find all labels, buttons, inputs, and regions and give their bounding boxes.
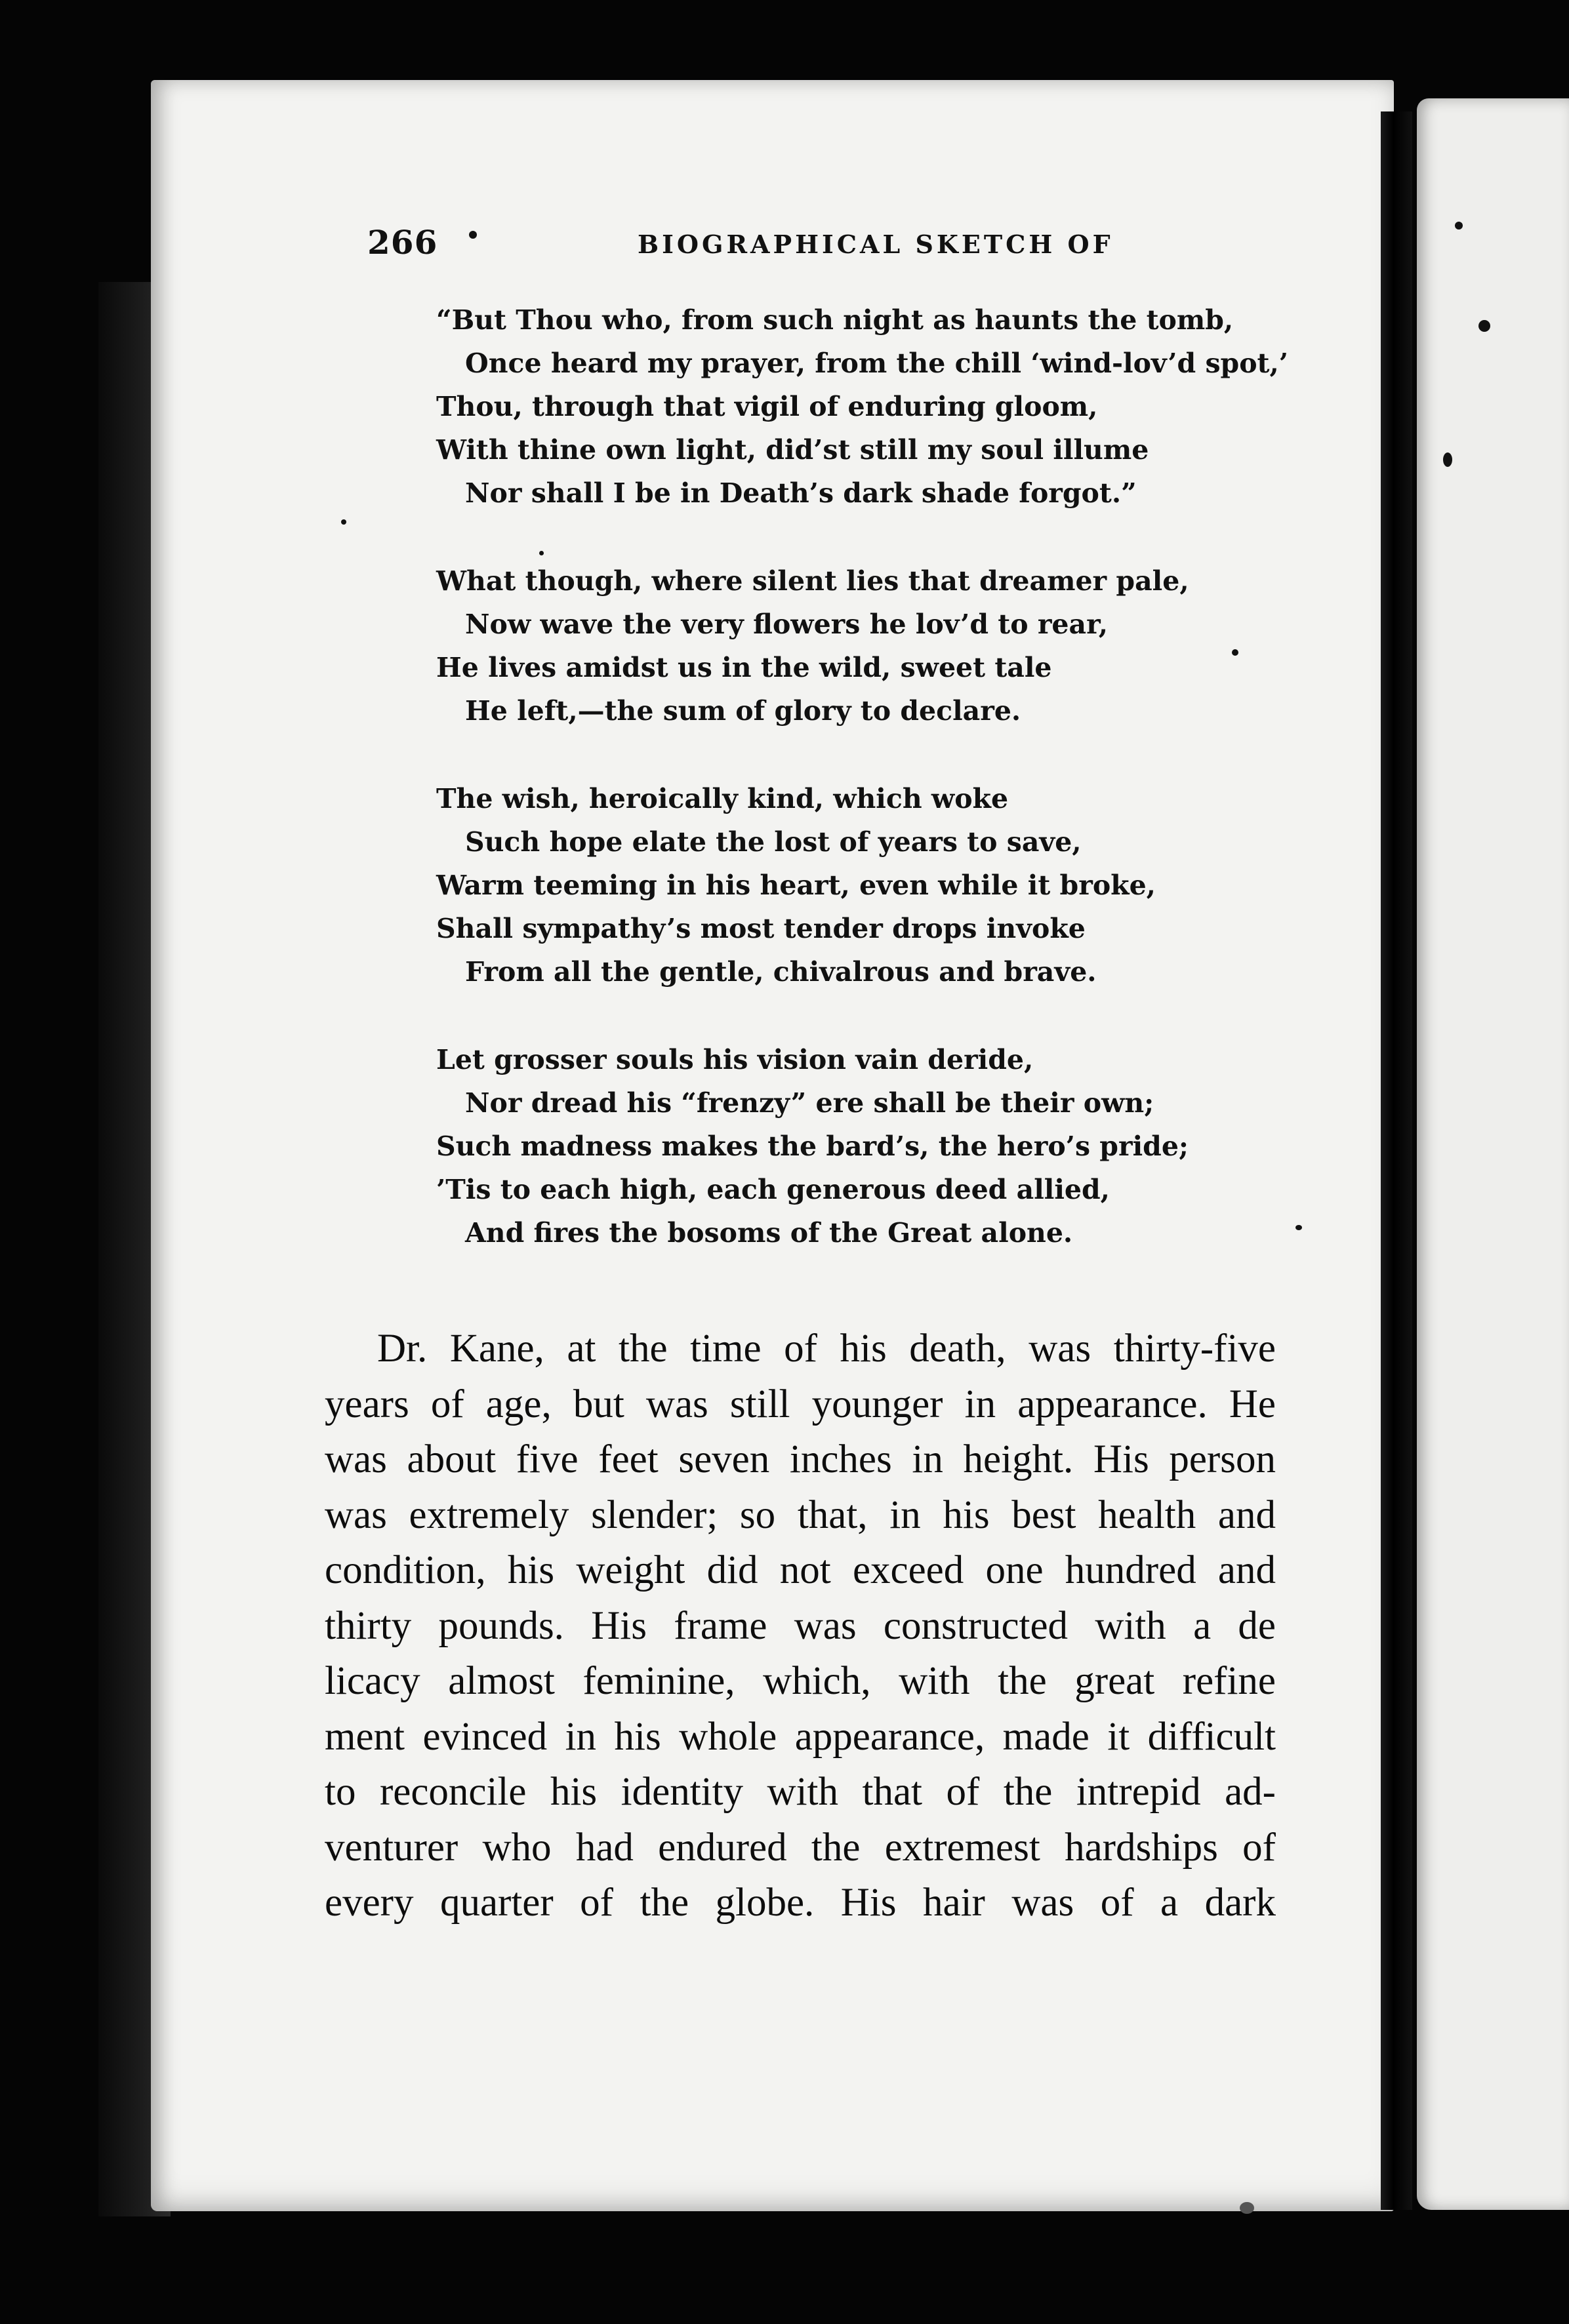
verse-line: Thou, through that vigil of enduring gloom,: [436, 391, 1098, 422]
poem-stanza: [436, 298, 1289, 515]
paragraph-line: licacy almost feminine, which, with the great refine: [325, 1659, 1276, 1703]
verse-line: Let grosser souls his vision vain deride,: [436, 1044, 1034, 1075]
verse-line: And fires the bosoms of the Great alone.: [465, 1217, 1073, 1249]
verse-line: Now wave the very flowers he lov’d to rear,: [465, 609, 1108, 640]
running-head: BIOGRAPHICAL SKETCH OF: [638, 230, 1114, 259]
page-number: 266: [367, 223, 438, 262]
paragraph-line: years of age, but was still younger in appearance. He: [325, 1382, 1276, 1426]
paragraph-line: venturer who had endured the extremest hardships of: [325, 1825, 1276, 1870]
verse-line: Nor dread his “frenzy” ere shall be their own;: [465, 1087, 1154, 1119]
verse-line: From all the gentle, chivalrous and brave.: [465, 956, 1097, 988]
poem-stanza: [436, 777, 1289, 993]
verse-line: ’Tis to each high, each generous deed allied,: [436, 1174, 1110, 1205]
paragraph-line: was about five feet seven inches in height. His person: [325, 1437, 1276, 1481]
facing-page-edge: [1417, 98, 1569, 2210]
paragraph-line: ment evinced in his whole appearance, made it difficult: [325, 1714, 1276, 1759]
verse-line: With thine own light, did’st still my soul illume: [436, 434, 1149, 466]
verse-line: What though, where silent lies that dreamer pale,: [436, 565, 1189, 597]
verse-line: Shall sympathy’s most tender drops invoke: [436, 913, 1086, 944]
dust-speck: [1295, 1225, 1302, 1230]
dust-speck: [341, 519, 346, 525]
paragraph-line: every quarter of the globe. His hair was of a dark: [325, 1881, 1276, 1925]
page-header: [367, 223, 1391, 282]
dust-speck: [1455, 222, 1463, 230]
verse-line: Nor shall I be in Death’s dark shade forgot.”: [465, 477, 1137, 509]
verse-line: “But Thou who, from such night as haunts the tomb,: [436, 304, 1234, 336]
verse-line: Such hope elate the lost of years to save,: [465, 826, 1082, 858]
poem-stanza: [436, 1038, 1289, 1254]
body-paragraph: [325, 1321, 1276, 1931]
verse-line: He left,—the sum of glory to declare.: [465, 695, 1021, 727]
verse-line: The wish, heroically kind, which woke: [436, 783, 1009, 814]
verse-line: Such madness makes the bard’s, the hero’s pride;: [436, 1131, 1189, 1162]
paragraph-line: thirty pounds. His frame was constructed with a de: [325, 1603, 1276, 1648]
poem-stanza: [436, 559, 1289, 732]
paragraph-line: condition, his weight did not exceed one hundred and: [325, 1548, 1276, 1592]
dust-speck: [1240, 2202, 1254, 2214]
verse-line: He lives amidst us in the wild, sweet tale: [436, 652, 1052, 683]
paragraph-line: to reconcile his identity with that of the intrepid ad-: [325, 1770, 1276, 1814]
poem: [436, 298, 1289, 1299]
page-gutter: [1381, 111, 1412, 2210]
verse-line: Warm teeming in his heart, even while it broke,: [436, 870, 1156, 901]
paragraph-line: was extremely slender; so that, in his best health and: [325, 1493, 1276, 1537]
verse-line: Once heard my prayer, from the chill ‘wind-lov’d spot,’: [465, 348, 1289, 379]
dust-speck: [1443, 452, 1452, 467]
dust-speck: [1478, 320, 1490, 332]
paragraph-line: Dr. Kane, at the time of his death, was thirty-five: [377, 1327, 1276, 1371]
